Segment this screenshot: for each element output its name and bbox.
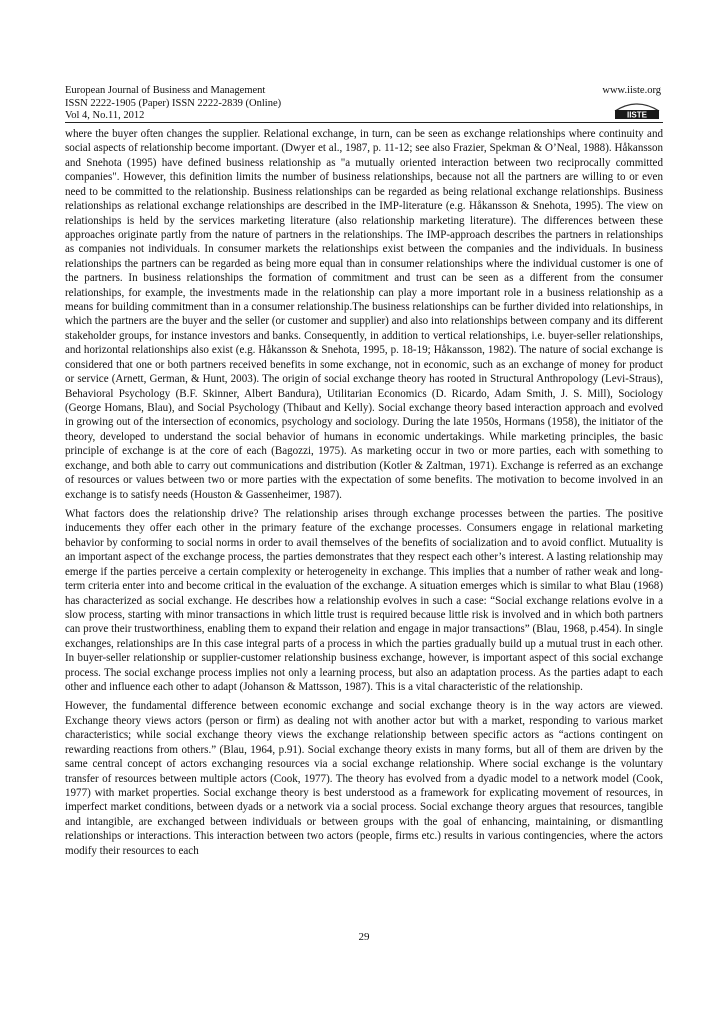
journal-name: European Journal of Business and Management xyxy=(65,85,266,96)
volume-line: Vol 4, No.11, 2012 xyxy=(65,110,145,122)
issn-line: ISSN 2222-1905 (Paper) ISSN 2222-2839 (Online) xyxy=(65,97,282,109)
page-header xyxy=(65,85,281,123)
paragraph: However, the fundamental difference between economic exchange and social exchange theory is in the way actors are viewed. Exchange theory views actors (person or firm) as dealing not with another actor but with a market, responding to various market characteristics; while social exchange theory views the exchange relationship between specific actors as “actions contingent on rewarding reactions from others.” (Blau, 1964, p.91). Social exchange theory exists in many forms, but all of them are driven by the same central concept of actors exchanging resources via a social exchange relationship. Where social exchange is the voluntary transfer of resources between multiple actors (Cook, 1977). The theory has evolved from a dyadic model to a network model (Cook, 1977) with market properties. Social exchange theory is best understood as a framework for explicating movement of resources, in imperfect market conditions, between dyads or a network via a social process. Social exchange theory argues that resources, tangible and intangible, are exchanged between individuals or between groups with the goal of enhancing, maintaining, or dismantling relationships or interactions. This interaction between two actors (people, firms etc.) results in various contingencies, where the actors modify their resources to each xyxy=(65,700,663,857)
svg-text:IISTE: IISTE xyxy=(626,110,648,119)
article-body xyxy=(65,127,663,863)
paragraph: where the buyer often changes the supplier. Relational exchange, in turn, can be seen as exchange relationships where continuity and social aspects of relationship become important. (Dwyer et al., 1987, p. 11-12; see also Frazier, Spekman & O’Neal, 1988). Håkansson and Snehota (1995) have defined business relationship as "a mutually oriented interaction between two reciprocally committed companies". However, this definition limits the number of business relationships, because not all the partners are willing to or even need to be committed to the relationship. Business relationships can be regarded as being relational exchange relationships. Business relationships as relational exchange relationships are described in the IMP-literature (e.g. Håkansson & Snehota, 1995). The view on relationships is held by the services marketing literature (also relationship marketing literature). The differences between these approaches originate partly from the nature of partners in the relationships. The IMP-approach describes the partners in relationships as companies not individuals. In consumer markets the relationships exist between the companies and the individuals. In business relationships the partners can be regarded as being more equal than in consumer relationships where the individual customer is one of the partners. In business relationships the formation of commitment and trust can be seen as a different from the consumer relationships, for example, the investments made in the relationship can play a more important role in a business relationship as a means for building commitment than in a consumer relationship.The business relationships can be further divided into relationships, in which the partners are the buyer and the seller (or customer and supplier) and also into relationships between company and its different stakeholder groups, for instance investors and banks. Consequently, in addition to vertical relationships, i.e. buyer-seller relationships, and horizontal relationships also exist (e.g. Håkansson & Snehota, 1995, p. 18-19; Håkansson, 1982). The nature of social exchange is considered that one or both partners received benefits in some exchange, not in economic, such as an exchange of money for product or service (Arnett, German, & Hunt, 2003). The origin of social exchange theory has rooted in Structural Anthropology (Levi-Straus), Behavioral Psychology (B.F. Skinner, Albert Bandura), Utilitarian Economics (D. Ricardo, Adam Smith, J. S. Mill), Sociology (George Homans, Blau), and Social Psychology (Thibaut and Kelly). Social exchange theory based interaction approach and evolved in growing out of the intersection of economics, psychology and sociology. During the late 1950s, Hormans (1958), the initiator of the theory, developed to understand the social behavior of humans in economic undertakings. While marketing principles, the basic principle of exchange is at the core of each (Bagozzi, 1975). As marketing occur in two or more parties, each with something to exchange, and both able to carry out communications and distribution (Kotler & Zaltman, 1971). Exchange is referred as an exchange of resources or values between two or more parties with the expectation of some benefits. The motivation to become involved in an exchange is to satisfy needs (Houston & Gassenheimer, 1987). xyxy=(65,128,663,501)
page-number: 29 xyxy=(358,931,370,943)
journal-url: www.iiste.org xyxy=(602,85,661,96)
header-rule xyxy=(65,122,663,123)
paragraph: What factors does the relationship drive? The relationship arises through exchange processes between the parties. The positive inducements they offer each other in the primary feature of the exchange processes. Consumers engage in relational marketing behavior by conforming to social norms in order to avail themselves of the benefits of socialization and to avoid conflict. Mutuality is an important aspect of the exchange process, the parties demonstrates that they respect each other’s interest. A lasting relationship may emerge if the parties perceive a certain complexity or heterogeneity in exchange. This implies that a number of rather weak and long-term criteria enter into and become critical in the evaluation of the exchange. A situation emerges which is similar to what Blau (1968) has characterized as social exchange. He describes how a relationship evolves in such a case: “Social exchange relations evolve in a slow process, starting with minor transactions in which little trust is required because little risk is involved and in which both partners can prove their trustworthiness, enabling them to expand their relation and engage in major transactions” (Blau, 1968, p.454). In single exchanges, relationships are In this case integral parts of a process in which the parties gradually build up a mutual trust in each other. In buyer-seller relationship or supplier-customer relationship business exchange, however, is important aspect of this social exchange process. The social exchange process implies not only a learning process, but also an adaptation process. As the parties adapt to each other and influence each other to adapt (Johanson & Mattsson, 1987). This is a vital characteristic of the relationship. xyxy=(65,507,663,694)
iiste-logo xyxy=(613,99,661,119)
